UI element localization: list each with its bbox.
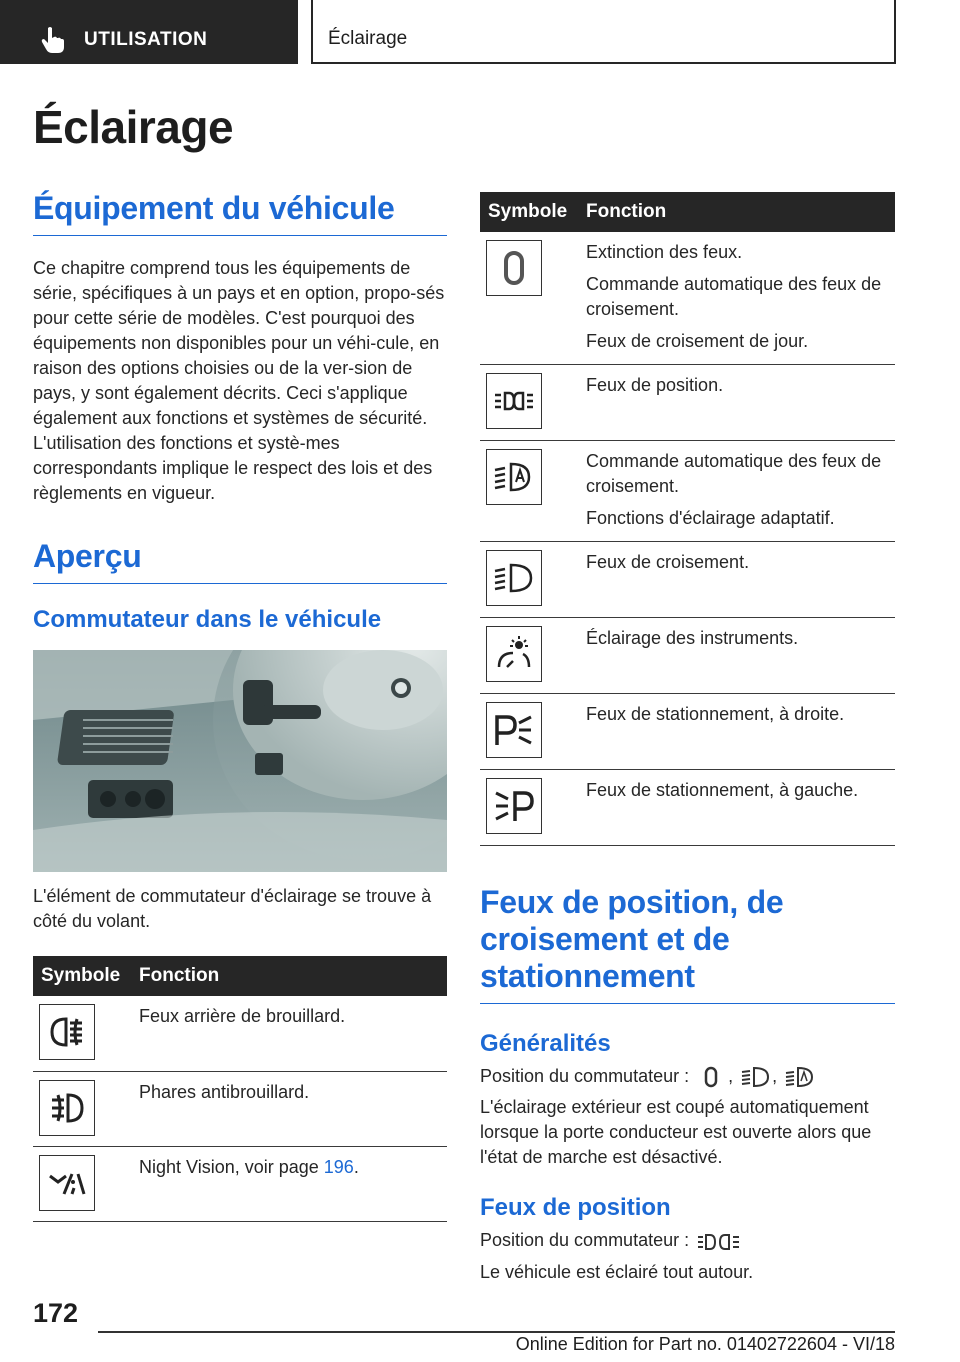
- right-column: [480, 190, 895, 1285]
- table-row: [480, 542, 895, 618]
- table-row: [480, 770, 895, 846]
- dashboard-illustration: [33, 650, 447, 872]
- row-text: Feux de croisement.: [586, 552, 750, 572]
- lights-off-icon: [486, 240, 542, 296]
- front-fog-light-icon: [39, 1080, 95, 1136]
- switch-paragraph: L'élément de commutateur d'éclairage se trouve à côté du volant.: [33, 886, 432, 931]
- hand-pointer-icon: [38, 26, 66, 54]
- symbol-table-left: [33, 956, 447, 1222]
- parking-left-icon: [486, 778, 542, 834]
- equipment-paragraph: Ce chapitre comprend tous les équipements de série, spécifiques à un pays et en option, propo-sés pour cette série de modèles. C'est pourquoi des équipements non disponibles pour un véhi-cule, en raison des options choisies ou de la ver-sion de pays, y sont également décrits. Ceci s'applique également aux fonctions et systèmes de sécurité. L'utilisation des fonctions et systè-mes correspondants implique le respect des lois et des règlements en vigueur.: [33, 258, 445, 503]
- row-text: Feux de stationnement, à droite.: [586, 704, 845, 724]
- chapter-label: Éclairage: [328, 28, 408, 49]
- col-header-symbol: Symbole: [480, 192, 576, 232]
- row-text: Éclairage des instruments.: [586, 628, 799, 648]
- low-beam-icon: [486, 550, 542, 606]
- heading-switch: Commutateur dans le véhicule: [33, 606, 382, 633]
- table-row: [33, 1146, 447, 1221]
- row-text: Commande automatique des feux de croisement.: [586, 274, 882, 319]
- section-tab[interactable]: [0, 0, 298, 64]
- page-title: Éclairage: [33, 101, 234, 153]
- heading-position: Feux de position: [480, 1194, 671, 1222]
- heading-lights: Feux de position, de croisement et de stationnement: [480, 884, 895, 1004]
- heading-equipment: Équipement du véhicule: [33, 190, 447, 236]
- row-text: Extinction des feux.: [586, 242, 743, 262]
- row-text: Feux de position.: [586, 375, 724, 395]
- col-header-symbol: Symbole: [33, 956, 129, 996]
- position-paragraph: Le véhicule est éclairé tout autour.: [480, 1261, 754, 1282]
- lights-off-icon: [696, 1065, 726, 1089]
- parking-lights-icon: [696, 1230, 742, 1254]
- page-header: [0, 0, 960, 66]
- general-position-line: Position du commutateur : , ,: [480, 1064, 895, 1089]
- row-text: Night Vision, voir page 196.: [139, 1156, 359, 1177]
- table-row: [33, 996, 447, 1071]
- page-number: 172: [33, 1298, 79, 1328]
- instrument-lighting-icon: [486, 626, 542, 682]
- auto-headlight-icon: [486, 449, 542, 505]
- table-row: [480, 441, 895, 542]
- parking-lights-icon: [486, 373, 542, 429]
- heading-overview: Aperçu: [33, 538, 447, 584]
- night-vision-icon: [39, 1155, 95, 1211]
- position-position-line: Position du commutateur :: [480, 1228, 895, 1253]
- heading-general: Généralités: [480, 1030, 611, 1057]
- col-header-function: Fonction: [576, 192, 895, 232]
- table-row: [33, 1071, 447, 1146]
- left-column: [33, 190, 447, 1222]
- section-label: UTILISATION: [84, 29, 208, 50]
- symbol-table-right: [480, 192, 895, 846]
- col-header-function: Fonction: [129, 956, 447, 996]
- edition-label: Online Edition for Part no. 01402722604 - VI/18: [515, 1334, 895, 1354]
- row-text: Feux de croisement de jour.: [586, 331, 809, 351]
- table-row: [480, 694, 895, 770]
- page-link-196[interactable]: 196: [323, 1156, 354, 1177]
- table-row: [480, 365, 895, 441]
- auto-headlight-icon: [784, 1065, 814, 1089]
- parking-right-icon: [486, 702, 542, 758]
- row-text: Feux de stationnement, à gauche.: [586, 780, 859, 800]
- dashboard-photo: [33, 650, 447, 872]
- table-row: [480, 232, 895, 365]
- chapter-tab[interactable]: [311, 0, 896, 64]
- rear-fog-light-icon: [39, 1004, 95, 1060]
- row-text: Feux arrière de brouillard.: [139, 1006, 346, 1026]
- table-row: [480, 618, 895, 694]
- row-text: Commande automatique des feux de croisement.: [586, 451, 882, 496]
- row-text: Phares antibrouillard.: [139, 1081, 310, 1102]
- row-text: Fonctions d'éclairage adaptatif.: [586, 508, 835, 528]
- footer-divider: [98, 1331, 895, 1333]
- general-paragraph: L'éclairage extérieur est coupé automatiquement lorsque la porte conducteur est ouverte alors que l'état de marche est désactivé.: [480, 1097, 872, 1168]
- low-beam-icon: [740, 1065, 770, 1089]
